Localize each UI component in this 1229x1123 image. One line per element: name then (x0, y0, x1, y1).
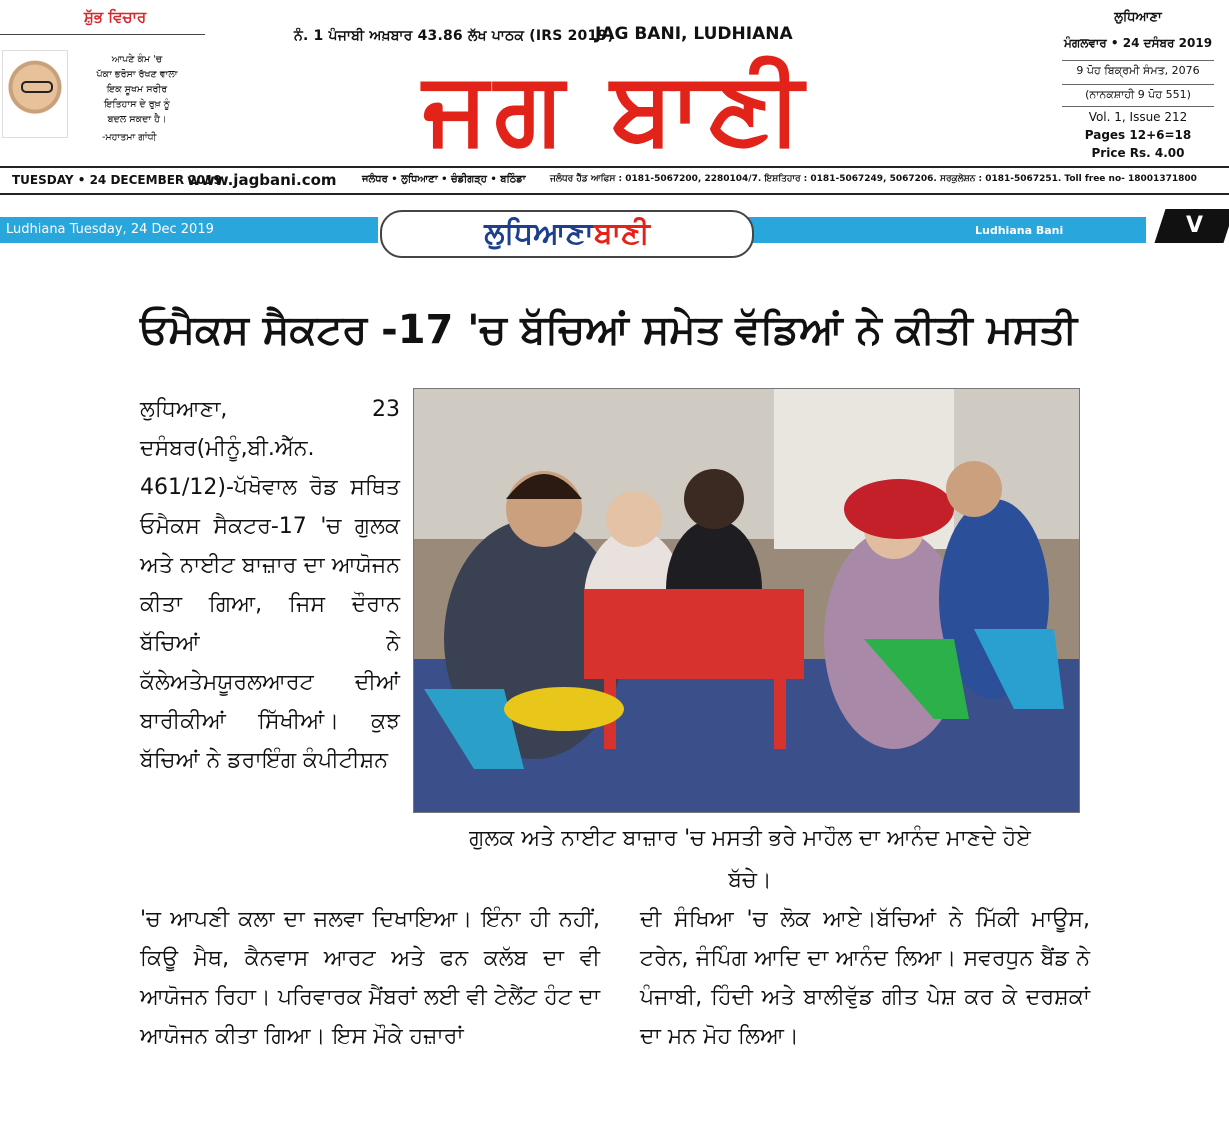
masthead-edition: JAG BANI, LUDHIANA (595, 24, 793, 44)
volume-issue: Vol. 1, Issue 212 (1062, 106, 1214, 124)
thought-of-day-title: ਸ਼ੁੱਭ ਵਿਚਾਰ (83, 8, 147, 26)
thought-line: ਬਦਲ ਸਕਦਾ ਹੈ। (107, 114, 167, 125)
price: Price Rs. 4.00 (1091, 146, 1185, 160)
band-date: Ludhiana Tuesday, 24 Dec 2019 (6, 222, 214, 237)
section-title (380, 210, 754, 258)
gandhi-portrait-image (2, 50, 68, 138)
edition-date: ਮੰਗਲਵਾਰ • 24 ਦਸੰਬਰ 2019 (1063, 36, 1213, 50)
page-letter: V (1185, 213, 1204, 238)
thought-line: ਪੱਕਾ ਭਰੋਸਾ ਰੱਖਣ ਵਾਲਾ (96, 69, 178, 80)
edition-city: ਲੁਧਿਆਣਾ (1114, 10, 1162, 25)
strip-date: TUESDAY • 24 DECEMBER 2019 (12, 173, 222, 187)
bikrami-date: 9 ਪੋਹ ਬਿਕ੍ਰਮੀ ਸੰਮਤ, 2076 (1062, 60, 1214, 78)
divider (0, 34, 205, 35)
article-body-column: ਲੁਧਿਆਣਾ, 23 ਦਸੰਬਰ(ਮੀਨੂੰ,ਬੀ.ਐੱਨ. 461/12)-ਪੱਖੋਵਾਲ ਰੋਡ ਸਥਿਤ ਓਮੈਕਸ ਸੈਕਟਰ-17 'ਚ ਗੁਲਕ ਅਤੇ ਨਾਈਟ ਬਾਜ਼ਾਰ ਦਾ ਆਯੋਜਨ ਕੀਤਾ ਗਿਆ, ਜਿਸ ਦੌਰਾਨ ਬੱਚਿਆਂ ਨੇ ਕੱਲੇਅਤੇਮਯੂਰਲਆਰਟ ਦੀਆਂ ਬਾਰੀਕੀਆਂ ਸਿੱਖੀਆਂ। ਕੁਝ ਬੱਚਿਆਂ ਨੇ ਡਰਾਇੰਗ ਕੰਪੀਟੀਸ਼ਨ (140, 397, 400, 773)
page-count: Pages 12+6=18 (1084, 128, 1192, 142)
masthead-tagline: ਨੰ. 1 ਪੰਜਾਬੀ ਅਖ਼ਬਾਰ 43.86 ਲੱਖ ਪਾਠਕ (IRS 2019) (294, 28, 614, 44)
photo-caption: ਗੁਲਕ ਅਤੇ ਨਾਈਟ ਬਾਜ਼ਾਰ 'ਚ ਮਸਤੀ ਭਰੇ ਮਾਹੌਲ ਦਾ ਆਨੰਦ ਮਾਣਦੇ ਹੋਏ ਬੱਚੇ। (469, 826, 1031, 893)
thought-text (72, 52, 202, 127)
section-title-part1: ਲੁਧਿਆਣਾ (484, 216, 594, 251)
article-headline: ਓਮੈਕਸ ਸੈਕਟਰ -17 'ਚ ਬੱਚਿਆਂ ਸਮੇਤ ਵੱਡਿਆਂ ਨੇ ਕੀਤੀ ਮਸਤੀ (140, 307, 1078, 353)
section-band-right (748, 217, 1146, 243)
band-label: Ludhiana Bani (975, 224, 1064, 237)
thought-line: ਆਪਣੇ ਕੰਮ 'ਚ (111, 54, 163, 65)
section-title-part2: ਬਾਣੀ (593, 216, 650, 251)
newspaper-logo: ਜਗ ਬਾਣੀ (423, 49, 809, 166)
thought-author: -ਮਹਾਤਮਾ ਗਾਂਧੀ (102, 132, 157, 143)
nanakshahi-date: (ਨਾਨਕਸ਼ਾਹੀ 9 ਪੋਹ 551) (1062, 84, 1214, 102)
thought-line: ਇਕ ਸੂਖਮ ਸਰੀਰ (106, 84, 168, 95)
thought-line: ਇਤਿਹਾਸ ਦੇ ਰੁਖ਼ ਨੂੰ (104, 99, 170, 110)
divider (0, 193, 1229, 195)
edition-cities: ਜਲੰਧਰ • ਲੁਧਿਆਣਾ • ਚੰਡੀਗੜ੍ਹ • ਬਠਿੰਡਾ (362, 174, 526, 185)
article-photo (413, 388, 1080, 813)
contact-numbers: ਜਲੰਧਰ ਹੈੱਡ ਆਫਿਸ : 0181-5067200, 2280104/7. ਇਸ਼ਤਿਹਾਰ : 0181-5067249, 5067206. ਸਰਕੁਲੇਸ਼ਨ : 0181-5067251. Toll free no- 18001371800 (550, 174, 1197, 184)
website-link[interactable]: www.jagbani.com (187, 171, 337, 189)
article-body-column: 'ਚ ਆਪਣੀ ਕਲਾ ਦਾ ਜਲਵਾ ਦਿਖਾਇਆ। ਇੰਨਾ ਹੀ ਨਹੀਂ, ਕਿਊ ਮੈਥ, ਕੈਨਵਾਸ ਆਰਟ ਅਤੇ ਫਨ ਕਲੱਬ ਦਾ ਵੀ ਆਯੋਜਨ ਰਿਹਾ। ਪਰਿਵਾਰਕ ਮੈਂਬਰਾਂ ਲਈ ਵੀ ਟੇਲੈਂਟ ਹੰਟ ਦਾ ਆਯੋਜਨ ਕੀਤਾ ਗਿਆ। ਇਸ ਮੌਕੇ ਹਜ਼ਾਰਾਂ (140, 907, 600, 1049)
article-body-column: ਦੀ ਸੰਖਿਆ 'ਚ ਲੋਕ ਆਏ।ਬੱਚਿਆਂ ਨੇ ਮਿੱਕੀ ਮਾਊਸ, ਟਰੇਨ, ਜੰਪਿੰਗ ਆਦਿ ਦਾ ਆਨੰਦ ਲਿਆ। ਸਵਰਧੁਨ ਬੈਂਡ ਨੇ ਪੰਜਾਬੀ, ਹਿੰਦੀ ਅਤੇ ਬਾਲੀਵੁੱਡ ਗੀਤ ਪੇਸ਼ ਕਰ ਕੇ ਦਰਸ਼ਕਾਂ ਦਾ ਮਨ ਮੋਹ ਲਿਆ। (640, 907, 1090, 1049)
divider (0, 166, 1229, 168)
